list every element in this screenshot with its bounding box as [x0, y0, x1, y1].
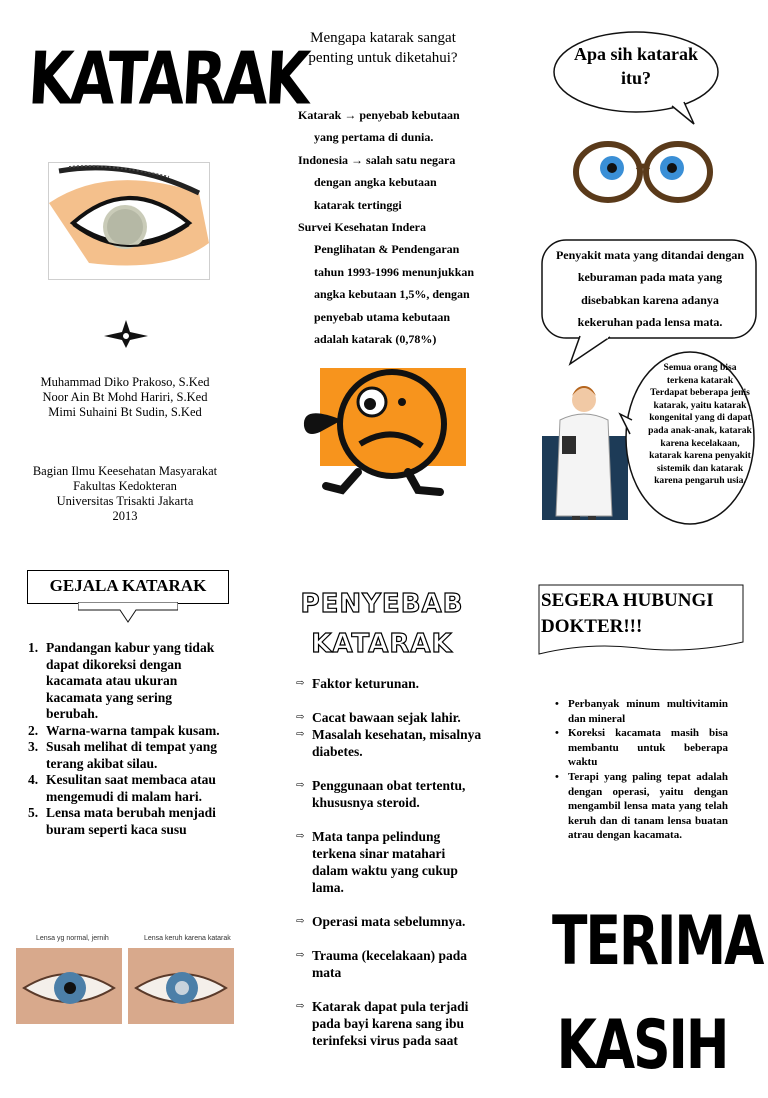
- institution: [20, 464, 230, 524]
- cataract-eye-illustration: [48, 162, 210, 280]
- causes-title: [280, 584, 484, 664]
- university-line: Universitas Trisakti Jakarta: [56, 494, 194, 508]
- list-item: 3. Susah melihat di tempat yang terang akibat silau.: [28, 739, 218, 771]
- what-is-cataract-question: Apa sih katarak itu?: [573, 44, 699, 88]
- fact-line: Katarak → penyebab kebutaan yang pertama di dunia.: [298, 108, 460, 145]
- author-name: Noor Ain Bt Mohd Hariri, S.Ked: [42, 390, 208, 404]
- causes-title-line1: PENYEBAB: [300, 589, 464, 619]
- year-line: 2013: [112, 509, 138, 523]
- tips-list: [552, 697, 728, 843]
- list-item: 5. Lensa mata berubah menjadi buram seperti kaca susu: [28, 805, 216, 837]
- list-item: 2. Warna-warna tampak kusam.: [28, 722, 220, 738]
- doctor-illustration: [542, 380, 628, 520]
- list-item: ⇨ Masalah kesehatan, misalnya diabetes.: [296, 727, 482, 759]
- list-item: • Perbanyak minum multivitamin dan mineral: [555, 698, 728, 725]
- dept-line: Bagian Ilmu Keesehatan Masyarakat: [32, 464, 218, 478]
- fact-line: Indonesia → salah satu negara dengan angka kebutaan: [298, 152, 456, 190]
- fact-line: Survei Kesehatan Indera Penglihatan & Pendengaran: [298, 220, 460, 257]
- decorative-ornament-icon: [100, 318, 152, 350]
- arrow-bullet-icon: ⇨: [296, 780, 305, 791]
- normal-lens-label: Lensa yg normal, jernih: [36, 935, 109, 942]
- facts-block: [298, 104, 494, 350]
- causes-title-line2: KATARAK: [311, 629, 453, 659]
- arrow-bullet-icon: ⇨: [296, 950, 305, 961]
- cataract-types-text: Semua orang bisa terkena katarak Terdapat beberapa jenis katarak, yaitu katarak kongenital yang di dapat pada anak-anak, katarak karena kecelakaan, katarak karena penyakit sistemik dan katarak karena pengaruh usia.: [648, 362, 752, 487]
- fact-line: adalah katarak (0,78%): [314, 332, 437, 347]
- arrow-bullet-icon: ⇨: [296, 678, 305, 689]
- symptoms-title: GEJALA KATARAK: [27, 570, 229, 604]
- cloudy-lens-label: Lensa keruh karena katarak: [144, 935, 231, 942]
- fact-line: penyebab utama kebutaan: [314, 309, 451, 324]
- thank-you-line1: TERIMA: [552, 903, 763, 981]
- author-name: Mimi Suhaini Bt Sudin, S.Ked: [48, 405, 202, 419]
- list-item: ⇨ Trauma (kecelakaan) pada mata: [296, 948, 468, 980]
- arrow-bullet-icon: ⇨: [296, 916, 305, 927]
- symptoms-list: [28, 640, 224, 838]
- fact-line: katarak tertinggi: [314, 197, 402, 212]
- thank-you-line2: KASIH: [556, 1007, 728, 1085]
- list-item: ⇨ Cacat bawaan sejak lahir.: [296, 710, 461, 725]
- arrow-bullet-icon: ⇨: [296, 831, 305, 842]
- list-item: • Koreksi kacamata masih bisa membantu untuk beberapa waktu: [555, 727, 728, 769]
- arrow-bullet-icon: ⇨: [296, 712, 305, 723]
- list-item: 1. Pandangan kabur yang tidak dapat dikoreksi dengan kacamata atau ukuran kacamata yang sering berubah.: [28, 640, 215, 721]
- list-item: ⇨ Katarak dapat pula terjadi pada bayi karena sang ibu terinfeksi virus pada saat: [296, 999, 469, 1048]
- normal-vs-cataract-lens-photo: [16, 930, 234, 1024]
- list-item: • Terapi yang paling tepat adalah dengan operasi, yaitu dengan mengambil lensa mata yang telah keruh dan di tanam lensa buatan atrau dengan kacamata.: [555, 770, 728, 842]
- authors: [20, 375, 230, 420]
- list-item: ⇨ Operasi mata sebelumnya.: [296, 914, 466, 929]
- fact-line: tahun 1993-1996 menunjukkan: [314, 264, 475, 279]
- arrow-bullet-icon: ⇨: [296, 729, 305, 740]
- faculty-line: Fakultas Kedokteran: [73, 479, 177, 493]
- arrow-bullet-icon: ⇨: [296, 1001, 305, 1012]
- author-name: Muhammad Diko Prakoso, S.Ked: [40, 375, 210, 389]
- down-arrow-icon: [78, 602, 178, 624]
- sad-character-illustration: [298, 364, 470, 504]
- list-item: 4. Kesulitan saat membaca atau mengemudi di malam hari.: [28, 772, 216, 804]
- list-item: ⇨ Faktor keturunan.: [296, 676, 420, 691]
- list-item: ⇨ Mata tanpa pelindung terkena sinar matahari dalam waktu yang cukup lama.: [296, 829, 458, 895]
- fact-line: angka kebutaan 1,5%, dengan: [314, 287, 470, 302]
- thank-you-text: [552, 890, 763, 1098]
- why-important-heading: Mengapa katarak sangat penting untuk diketahui?: [308, 30, 458, 66]
- cataract-definition: Penyakit mata yang ditandai dengan keburaman pada mata yang disebabkan karena adanya kekeruhan pada lensa mata.: [555, 248, 745, 330]
- glasses-eyes-icon: [572, 140, 714, 206]
- causes-list: [296, 675, 484, 1049]
- list-item: ⇨ Penggunaan obat tertentu, khususnya steroid.: [296, 778, 466, 810]
- call-doctor-title: SEGERA HUBUNGI DOKTER!!!: [541, 590, 714, 637]
- brochure-title: KATARAK: [26, 35, 310, 121]
